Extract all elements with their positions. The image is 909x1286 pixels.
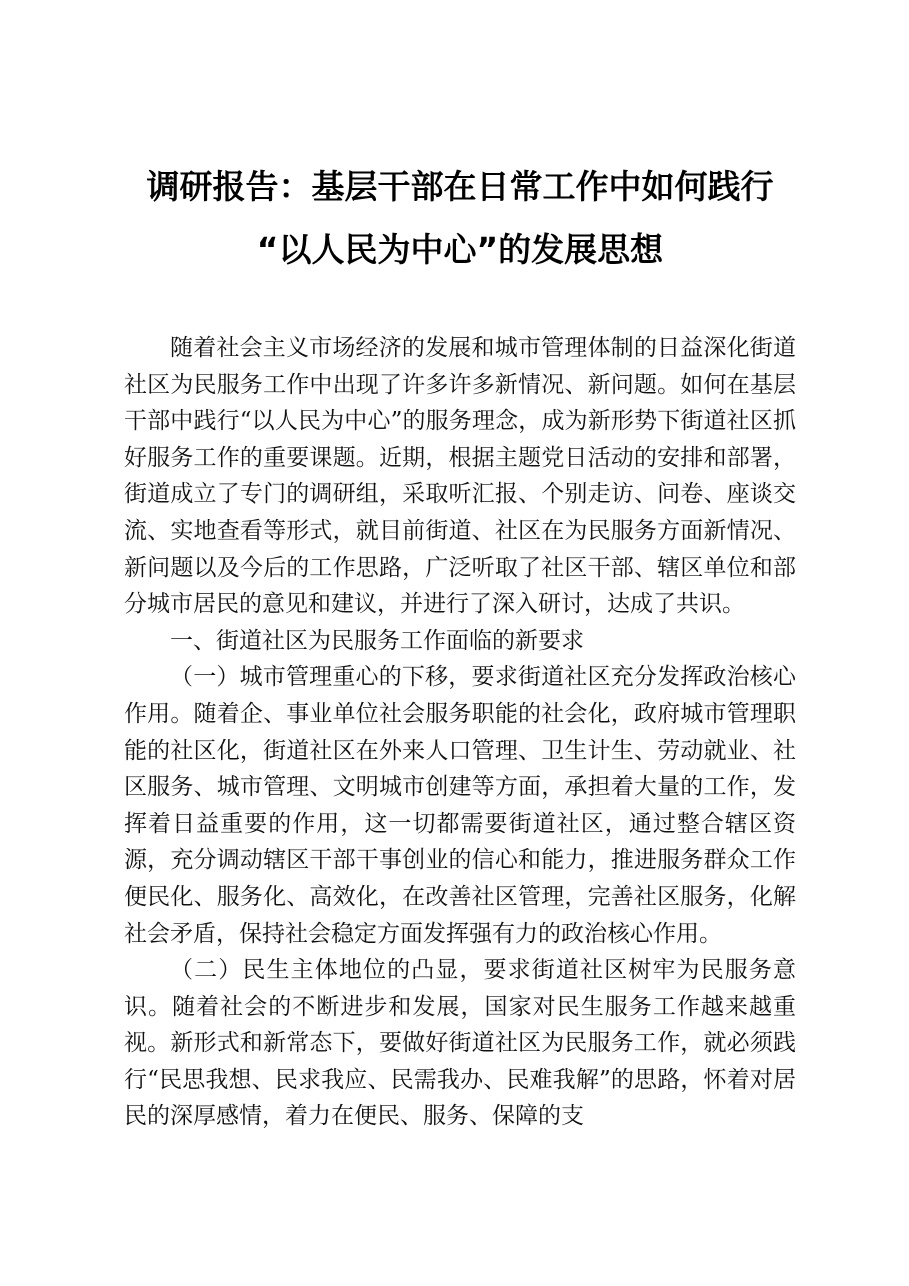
intro-paragraph: 随着社会主义市场经济的发展和城市管理体制的日益深化街道社区为民服务工作中出现了许多许多新情况、新问题。如何在基层干部中践行“以人民为中心”的服务理念，成为新形势下街道社区抓好服务工作的重要课题。近期，根据主题党日活动的安排和部署，街道成立了专门的调研组，采取听汇报、个别走访、问卷、座谈交流、实地查看等形式，就目前街道、社区在为民服务方面新情况、新问题以及今后的工作思路，广泛听取了社区干部、辖区单位和部分城市居民的意见和建议，并进行了深入研讨，达成了共识。	[124, 335, 796, 618]
document-body	[124, 330, 796, 1135]
subsection-paragraph-1: （一）城市管理重心的下移，要求街道社区充分发挥政治核心作用。随着企、事业单位社会服务职能的社会化，政府城市管理职能的社区化，街道社区在外来人口管理、卫生计生、劳动就业、社区服务、城市管理、文明城市创建等方面，承担着大量的工作，发挥着日益重要的作用，这一切都需要街道社区，通过整合辖区资源，充分调动辖区干部干事创业的信心和能力，推进服务群众工作便民化、服务化、高效化，在改善社区管理，完善社区服务，化解社会矛盾，保持社会稳定方面发挥强有力的政治核心作用。	[124, 664, 796, 947]
subsection-paragraph-2: （二）民生主体地位的凸显，要求街道社区树牢为民服务意识。随着社会的不断进步和发展，国家对民生服务工作越来越重视。新形式和新常态下，要做好街道社区为民服务工作，就必须践行“民思我想、民求我应、民需我办、民难我解”的思路，怀着对居民的深厚感情，着力在便民、服务、保障的支	[124, 957, 796, 1130]
document-title-line-1: 调研报告：基层干部在日常工作中如何践行	[146, 167, 774, 206]
section-heading-1: 一、街道社区为民服务工作面临的新要求	[170, 627, 584, 654]
document-title-line-2: “以人民为中心”的发展思想	[256, 230, 664, 269]
